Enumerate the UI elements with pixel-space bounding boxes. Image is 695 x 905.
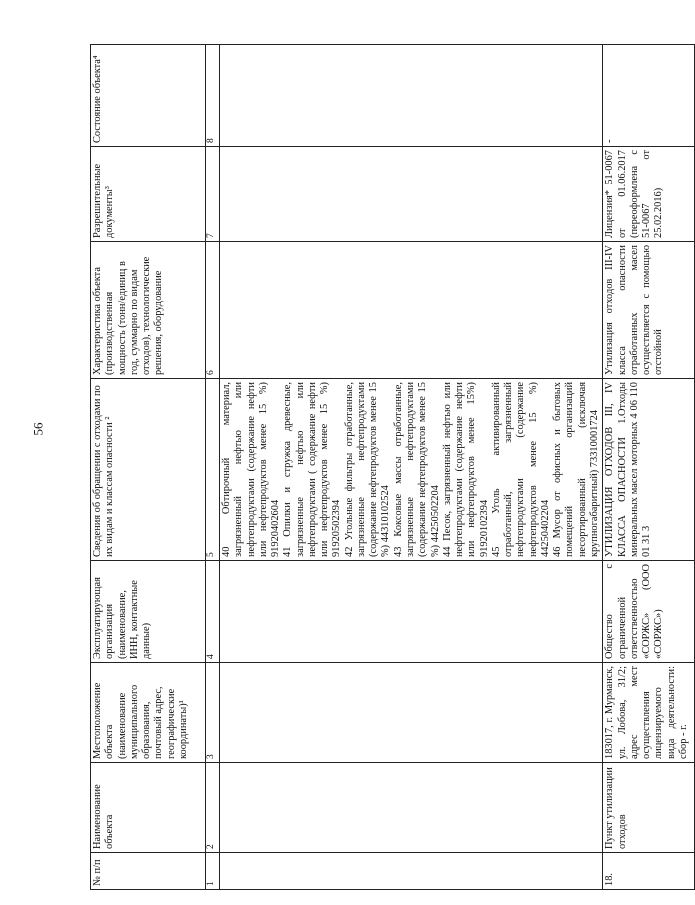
waste-info: УТИЛИЗАЦИЯ ОТХОДОВ III, IV КЛАССА ОПАСНОСТИ 1.Отходы минеральных масел моторных 4 06 110 01 31 3 [603,379,695,561]
column-number: 2 [206,763,220,853]
waste-item: 45 Уголь активированный отработанный, загрязненный нефтепродуктами (содержание нефтепродуктов менее 15 %) 44250402204 [490,379,551,557]
continuation-row [220,45,603,890]
column-number: 1 [206,853,220,890]
object-name: Пункт утилизации отходов [603,763,695,853]
empty-cell [220,663,603,763]
empty-cell [220,561,603,663]
waste-item: 41 Опилки и стружка древесные, загрязненные нефтью или нефтепродуктами ( содержание нефти или нефтепродуктов менее 15 %) 91920502394 [282,379,343,557]
header-row [91,45,206,890]
waste-item: 42 Угольные фильтры отработанные, загрязненные нефтепродуктами (содержание нефтепродуктов менее 15 %) 44310102524 [343,379,392,557]
empty-cell [220,242,603,379]
rotated-table-wrapper [90,45,689,890]
object-characteristics: Утилизация отходов III-IV класса опасности отработанных масел осуществляется с помощью отстойной [603,242,695,379]
permit-documents: Лицензия* 51-0067 от 01.06.2017 (переоформлена с 51-0067 от 25.02.2016) [603,147,695,242]
waste-item: 44 Песок, загрязненный нефтью или нефтепродуктами (содержание нефти или нефтепродуктов менее 15%) 91920102394 [441,379,490,557]
header-number: № п/п [91,853,206,890]
table-row-18 [603,45,695,890]
column-number: 6 [206,242,220,379]
row-number: 18. [603,853,695,890]
object-location: 183017, г. Мурманск, ул. Лобова, 31/2; адрес мест осуществления лицензируемого вида деятельности: сбор - г. [603,663,695,763]
empty-cell [220,853,603,890]
waste-list-cell [220,379,603,561]
header-object-name: Наименование объекта [91,763,206,853]
header-permits: Разрешительные документы³ [91,147,206,242]
object-status: - [603,45,695,147]
operator-name: Общество с ограниченной ответственностью «СОРЖС» (ООО «СОРЖС») [603,561,695,663]
empty-cell [220,763,603,853]
waste-item: 46 Мусор от офисных и бытовых помещений организаций несортированный (исключая крупногабаритный) 73310001724 [552,379,600,557]
empty-cell [220,147,603,242]
header-location: Местоположение объекта (наименование муниципального образования, почтовый адрес, географические координаты)¹ [91,663,206,763]
column-number: 5 [206,379,220,561]
header-characteristics: Характеристика объекта (производственная мощность (тонн/единиц в год, суммарно по видам отходов), технологические решения, оборудование [91,242,206,379]
column-number: 4 [206,561,220,663]
page-number: 56 [30,422,46,436]
column-number: 3 [206,663,220,763]
waste-facilities-table [90,44,695,890]
column-number: 7 [206,147,220,242]
column-number-row [206,45,220,890]
waste-item: 43 Коксовые массы отработанные, загрязненные нефтепродуктами (содержание нефтепродуктов менее 15 %) 44250502204 [392,379,441,557]
waste-item: 40 Обтирочный материал, загрязненный нефтью или нефтепродуктами (содержание нефти или нефтепродуктов менее 15 %) 91920402604 [221,379,282,557]
empty-cell [220,45,603,147]
header-status: Состояние объекта⁴ [91,45,206,147]
header-waste-info: Сведения об обращении с отходами по их видам и классам опасности ² [91,379,206,561]
header-operator: Эксплуатирующая организация (наименование, ИНН, контактные данные) [91,561,206,663]
column-number: 8 [206,45,220,147]
